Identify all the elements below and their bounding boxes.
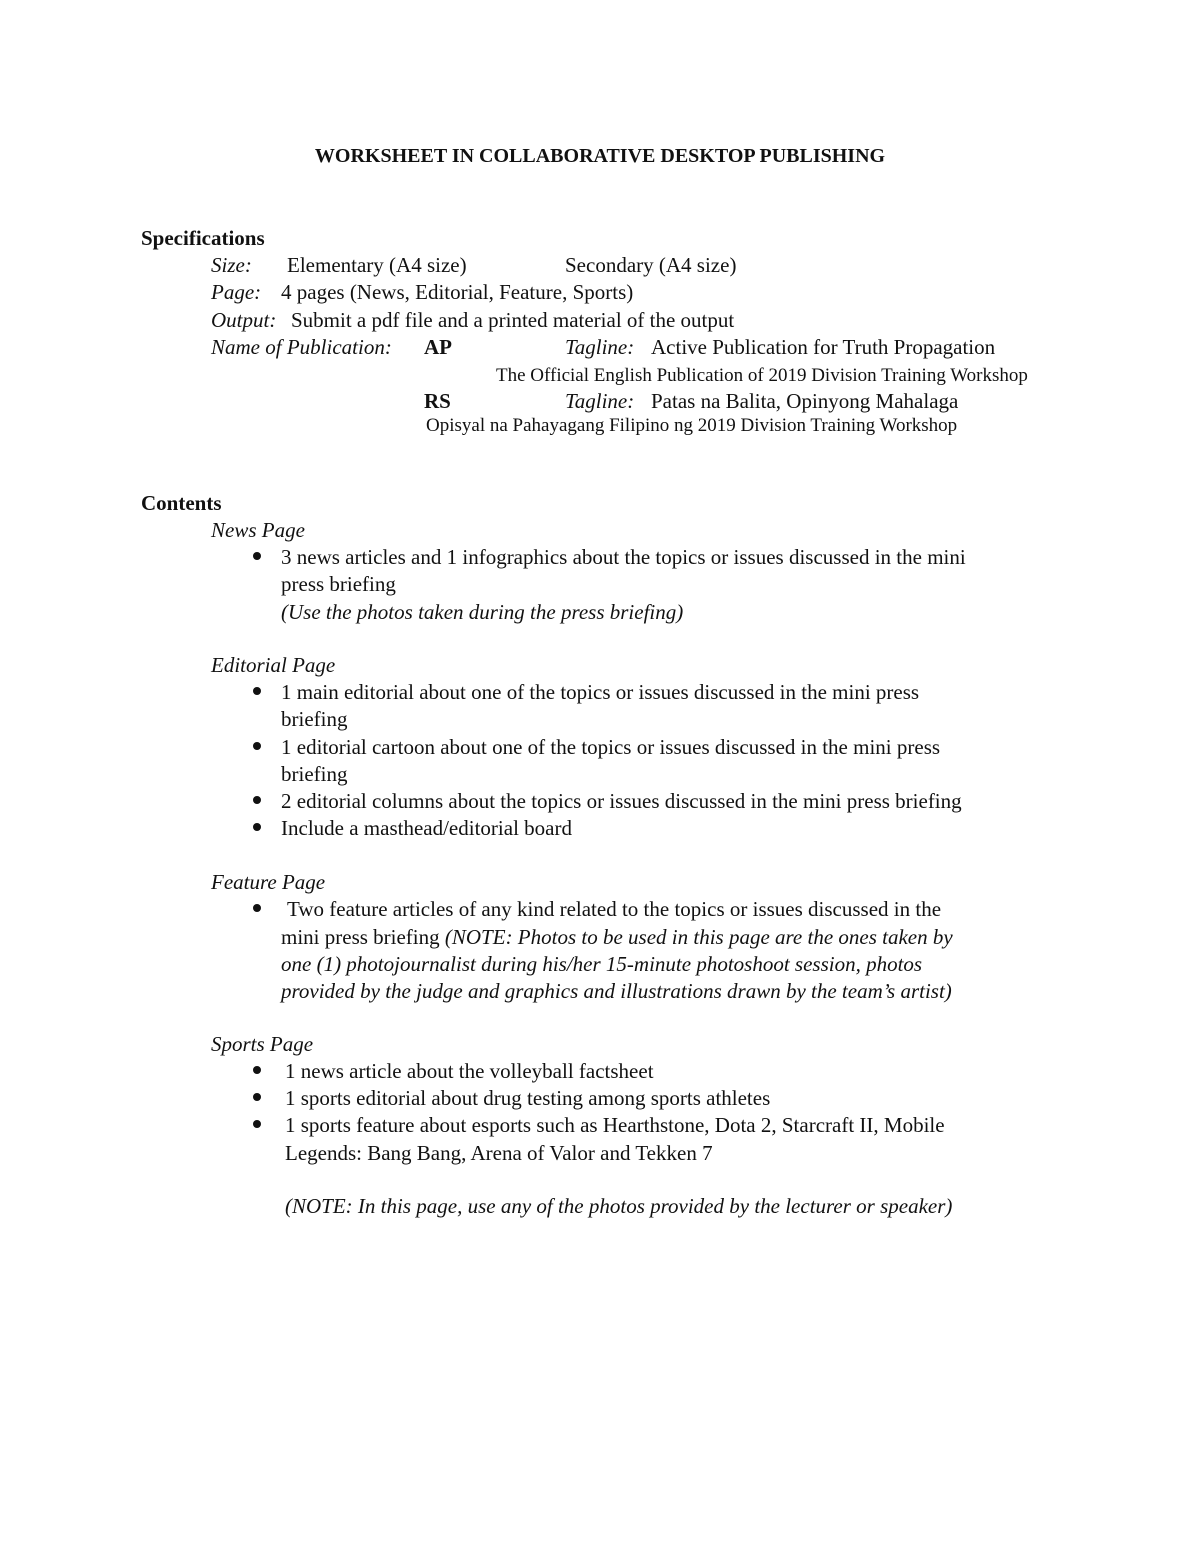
tagline-label-rs: Tagline:	[565, 389, 635, 413]
specifications-heading: Specifications	[141, 226, 265, 250]
feature-line-2	[281, 927, 953, 948]
sports-item-2: 1 sports editorial about drug testing among sports athletes	[285, 1086, 771, 1110]
editorial-item-2-line-2: briefing	[281, 762, 348, 786]
tagline-rs: Patas na Balita, Opinyong Mahalaga	[651, 389, 959, 413]
bullet-icon	[253, 1066, 261, 1074]
size-elementary: Elementary (A4 size)	[287, 253, 467, 277]
feature-line-2-text: mini press briefing	[281, 925, 440, 949]
publication-rs-description: Opisyal na Pahayagang Filipino ng 2019 Division Training Workshop	[426, 415, 958, 436]
news-item-1-line-2: press briefing	[281, 572, 396, 596]
editorial-item-4: Include a masthead/editorial board	[281, 816, 572, 840]
contents-heading: Contents	[141, 491, 222, 515]
news-page-title: News Page	[211, 518, 305, 542]
sports-item-3-line-1: 1 sports feature about esports such as Hearthstone, Dota 2, Starcraft II, Mobile	[285, 1113, 945, 1137]
bullet-icon	[253, 687, 261, 695]
page-value: 4 pages (News, Editorial, Feature, Sports)	[281, 280, 634, 304]
bullet-icon	[253, 742, 261, 750]
editorial-item-2-line-1: 1 editorial cartoon about one of the topics or issues discussed in the mini press	[281, 735, 941, 759]
feature-line-1: Two feature articles of any kind related to the topics or issues discussed in the	[287, 897, 942, 921]
page-title: WORKSHEET IN COLLABORATIVE DESKTOP PUBLISHING	[314, 145, 886, 167]
news-item-1-note: (Use the photos taken during the press briefing)	[281, 600, 684, 624]
feature-note-line-3: one (1) photojournalist during his/her 15-minute photoshoot session, photos	[281, 952, 923, 976]
sports-item-3-line-2: Legends: Bang Bang, Arena of Valor and Tekken 7	[285, 1141, 713, 1165]
size-label: Size:	[211, 253, 252, 277]
tagline-label-ap: Tagline:	[565, 335, 635, 359]
feature-note-line-4: provided by the judge and graphics and illustrations drawn by the team’s artist)	[281, 979, 952, 1003]
editorial-page-title: Editorial Page	[211, 653, 336, 677]
bullet-icon	[253, 552, 261, 560]
publication-ap-name: AP	[424, 335, 452, 359]
bullet-icon	[253, 904, 261, 912]
publication-name-label: Name of Publication:	[211, 335, 392, 359]
publication-ap-description: The Official English Publication of 2019 Division Training Workshop	[496, 365, 1028, 386]
feature-note-start: (NOTE: Photos to be used in this page are the ones taken by	[444, 925, 953, 949]
output-label: Output:	[211, 308, 277, 332]
sports-item-1: 1 news article about the volleyball factsheet	[285, 1059, 654, 1083]
sports-note: (NOTE: In this page, use any of the photos provided by the lecturer or speaker)	[285, 1194, 953, 1218]
publication-rs-name: RS	[424, 389, 451, 413]
output-value: Submit a pdf file and a printed material of the output	[291, 308, 735, 332]
bullet-icon	[253, 796, 261, 804]
feature-page-title: Feature Page	[211, 870, 326, 894]
editorial-item-1-line-1: 1 main editorial about one of the topics or issues discussed in the mini press	[281, 680, 920, 704]
bullet-icon	[253, 1120, 261, 1128]
news-item-1-line-1: 3 news articles and 1 infographics about the topics or issues discussed in the mini	[281, 545, 966, 569]
bullet-icon	[253, 823, 261, 831]
editorial-item-3: 2 editorial columns about the topics or issues discussed in the mini press briefing	[281, 789, 962, 813]
sports-page-title: Sports Page	[211, 1032, 314, 1056]
size-secondary: Secondary (A4 size)	[565, 253, 737, 277]
page-label: Page:	[211, 280, 262, 304]
bullet-icon	[253, 1093, 261, 1101]
editorial-item-1-line-2: briefing	[281, 707, 348, 731]
tagline-ap: Active Publication for Truth Propagation	[651, 335, 996, 359]
